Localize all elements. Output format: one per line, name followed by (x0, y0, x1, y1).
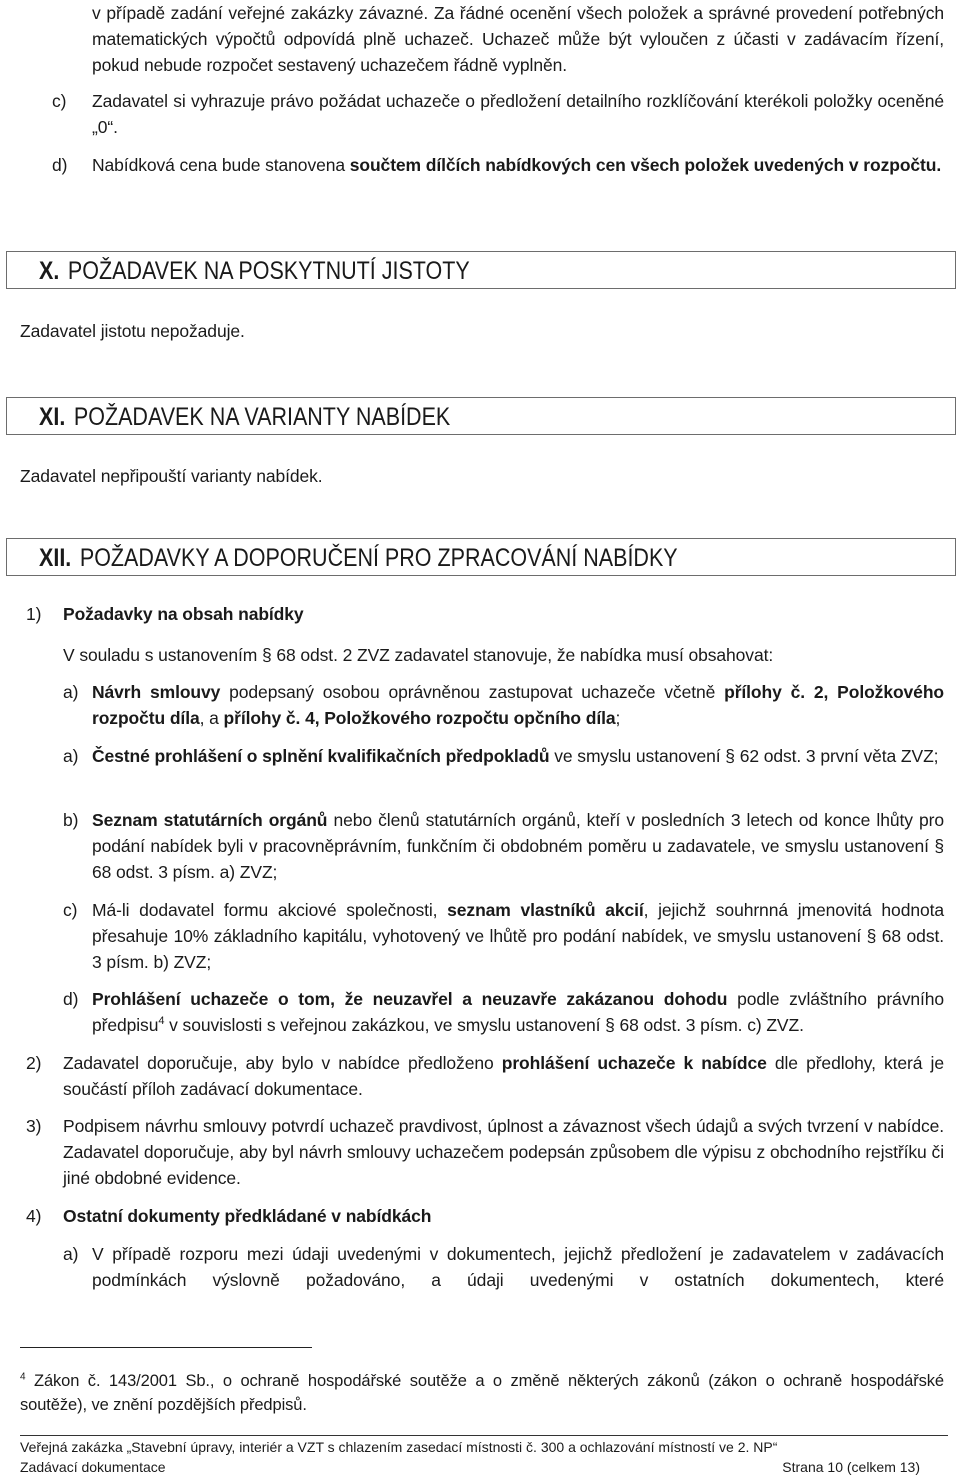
intro-paragraph (92, 0, 944, 78)
item-label: c) (52, 91, 67, 111)
xii-item-1b: b) Seznam statutárních orgánů nebo členů statutárních orgánů, kteří v posledních 3 letech od konce lhůty pro podání nabídek byli v pracovněprávním, funkčním či obdobném poměru u zadavatele, ve smyslu ustanovení § 68 odst. 3 písm. a) ZVZ; (63, 807, 944, 885)
intro-item-c-text: Zadavatel si vyhrazuje právo požádat uchazeče o předložení detailního rozklíčování kterékoli položky oceněné „0“. (92, 91, 944, 137)
xii-item-2: 2) Zadavatel doporučuje, aby bylo v nabídce předloženo prohlášení uchazeče k nabídce dle předlohy, která je součástí příloh zadávací dokumentace. (26, 1050, 944, 1102)
intro-item-d (52, 152, 944, 178)
intro-text: v případě zadání veřejné zakázky závazné. Za řádné ocenění všech položek a správné provedení potřebných matematických výpočtů odpovídá plně uchazeč. Uchazeč může být vyloučen z účasti v zadávacím řízení, pokud nebude rozpočet sestavený uchazečem řádně vyplněn. (92, 3, 944, 75)
footer-separator (20, 1435, 948, 1436)
item-label: d) (52, 155, 68, 175)
section-number: X. (39, 257, 60, 285)
item-label: a) (63, 682, 79, 702)
xii-item-4a: a) V případě rozporu mezi údaji uvedenými v dokumentech, jejichž předložení je zadavatelem v zadávacích podmínkách výslovně požadováno, a údaji uvedenými v ostatních dokumentech, které (63, 1241, 944, 1293)
item-label: c) (63, 900, 78, 920)
item-label: 2) (26, 1053, 42, 1073)
item-label: a) (63, 1244, 79, 1264)
footnote-number: 4 (20, 1371, 26, 1383)
item-label: b) (63, 810, 79, 830)
section-xi-body: Zadavatel nepřipouští varianty nabídek. (20, 466, 323, 486)
xii-item-1d: d) Prohlášení uchazeče o tom, že neuzavřel a neuzavře zakázanou dohodu podle zvláštního právního předpisu$^4$ v souvislosti s veřejnou zakázkou, ve smyslu ustanovení § 68 odst. 3 písm. c) ZVZ. (63, 986, 944, 1038)
section-title: POŽADAVKY A DOPORUČENÍ PRO ZPRACOVÁNÍ NABÍDKY (79, 544, 678, 572)
footnote-separator (20, 1347, 312, 1348)
footer-page-number: Strana 10 (celkem 13) (782, 1459, 920, 1475)
footnote (20, 1369, 944, 1417)
intro-item-c (52, 88, 944, 140)
item-title: Požadavky na obsah nabídky (63, 604, 304, 624)
xii-item-4 (26, 1203, 944, 1229)
xii-item-1 (26, 601, 944, 627)
footer-title: Veřejná zakázka „Stavební úpravy, interiér a VZT s chlazením zasedací místnosti č. 300 a ochlazování místností ve 2. NP“ (20, 1439, 778, 1455)
xii-item-3: 3) Podpisem návrhu smlouvy potvrdí uchazeč pravdivost, úplnost a závaznost všech údajů a svých tvrzení v nabídce. Zadavatel doporučuje, aby byl návrh smlouvy uchazečem podepsán způsobem dle výpisu z obchodního rejstříku či jiné obdobné evidence. (26, 1113, 944, 1191)
item-label: d) (63, 989, 79, 1009)
intro-item-d-text: Nabídková cena bude stanovena součtem dílčích nabídkových cen všech položek uvedených v rozpočtu. (92, 155, 942, 175)
footnote-text: Zákon č. 143/2001 Sb., o ochraně hospodářské soutěže a o změně některých zákonů (zákon o ochraně hospodářské soutěže), ve znění pozdějších předpisů. (20, 1372, 944, 1414)
footer-left: Zadávací dokumentace (20, 1459, 166, 1475)
section-title: POŽADAVEK NA VARIANTY NABÍDEK (73, 403, 451, 431)
footnote-ref: 4 (158, 1015, 165, 1028)
section-xi-heading (6, 397, 956, 435)
item-label: 4) (26, 1206, 42, 1226)
section-title: POŽADAVEK NA POSKYTNUTÍ JISTOTY (67, 257, 470, 285)
xii-item-1c: c) Má-li dodavatel formu akciové společnosti, seznam vlastníků akcií, jejichž souhrnná jmenovitá hodnota přesahuje 10% základního kapitálu, vyhotovený ve lhůtě pro podání nabídek, ve smyslu ustanovení § 68 odst. 3 písm. b) ZVZ; (63, 897, 944, 975)
section-x-heading (6, 251, 956, 289)
xii-item-1-intro: V souladu s ustanovením § 68 odst. 2 ZVZ zadavatel stanovuje, že nabídka musí obsahovat: (63, 645, 774, 665)
item-title: Ostatní dokumenty předkládané v nabídkách (63, 1206, 432, 1226)
item-label: 1) (26, 604, 42, 624)
item-label: a) (63, 746, 79, 766)
xii-item-1a-contract: a) Návrh smlouvy podepsaný osobou oprávněnou zastupovat uchazeče včetně přílohy č. 2, Položkového rozpočtu díla, a přílohy č. 4, Položkového rozpočtu opčního díla; (63, 679, 944, 731)
section-xii-heading (6, 538, 956, 576)
xii-item-1a-declaration: a) Čestné prohlášení o splnění kvalifikačních předpokladů ve smyslu ustanovení § 62 odst. 3 první věta ZVZ; (63, 743, 944, 769)
section-number: XI. (39, 403, 66, 431)
section-number: XII. (39, 544, 72, 572)
section-x-body: Zadavatel jistotu nepožaduje. (20, 321, 245, 341)
item-label: 3) (26, 1116, 42, 1136)
